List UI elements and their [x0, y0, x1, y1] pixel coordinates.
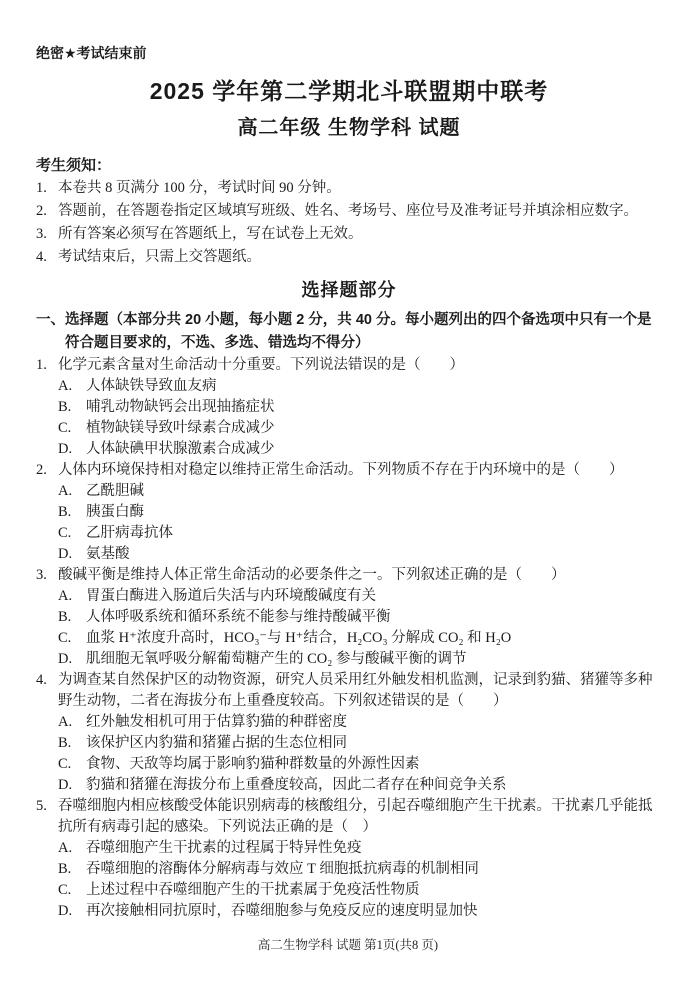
- option-label: B.: [58, 735, 72, 751]
- question-3: [36, 565, 662, 670]
- question-option-a: [58, 481, 662, 502]
- option-label: A.: [58, 840, 73, 856]
- option-label: B.: [58, 399, 72, 415]
- option-label: A.: [58, 714, 73, 730]
- option-text: 胰蛋白酶: [86, 504, 144, 520]
- option-label: C.: [58, 882, 72, 898]
- question-stem-text: 酸碱平衡是维持人体正常生命活动的必要条件之一。下列叙述正确的是（ ）: [58, 567, 566, 583]
- question-option-b: [58, 502, 662, 523]
- notice-item-text: 本卷共 8 页满分 100 分，考试时间 90 分钟。: [58, 180, 341, 196]
- question-stem: [36, 796, 662, 838]
- option-label: D.: [58, 651, 73, 667]
- classification-label: 绝密★考试结束前: [36, 45, 147, 61]
- question-option-b: [58, 733, 662, 754]
- notice-item-text: 考试结束后，只需上交答题纸。: [58, 249, 261, 265]
- question-stem-text: 人体内环境保持相对稳定以维持正常生命活动。下列物质不存在于内环境中的是（ ）: [58, 462, 624, 478]
- question-stem-text: 为调查某自然保护区的动物资源，研究人员采用红外触发相机监测，记录到豹猫、猪獾等多种野生动物，二者在海拔分布上重叠度较高。下列叙述错误的是（ ）: [58, 672, 653, 709]
- option-text: 上述过程中吞噬细胞产生的干扰素属于免疫活性物质: [86, 882, 420, 898]
- section-instructions: [36, 309, 662, 355]
- question-option-b: [58, 397, 662, 418]
- option-text: 血浆 H⁺浓度升高时，HCO₃⁻与 H⁺结合，H₂CO₃ 分解成 CO₂ 和 H₂O: [86, 630, 512, 646]
- question-option-c: [58, 880, 662, 901]
- option-label: C.: [58, 525, 72, 541]
- option-text: 哺乳动物缺钙会出现抽搐症状: [86, 399, 275, 415]
- question-option-c: [58, 523, 662, 544]
- question-option-d: [58, 775, 662, 796]
- option-text: 胃蛋白酶进入肠道后失活与内环境酸碱度有关: [86, 588, 376, 604]
- question-option-b: [58, 859, 662, 880]
- question-option-a: [58, 712, 662, 733]
- question-1: [36, 355, 662, 460]
- question-option-a: [58, 838, 662, 859]
- question-option-d: [58, 544, 662, 565]
- notice-item-number: 1.: [36, 180, 47, 196]
- option-text: 人体呼吸系统和循环系统不能参与维持酸碱平衡: [86, 609, 391, 625]
- notice-item-text: 所有答案必须写在答题纸上，写在试卷上无效。: [58, 226, 363, 242]
- question-number: 4.: [36, 672, 47, 688]
- question-stem: [36, 565, 662, 586]
- notice-item-number: 2.: [36, 203, 47, 219]
- question-option-d: [58, 439, 662, 460]
- option-text: 肌细胞无氧呼吸分解葡萄糖产生的 CO₂ 参与酸碱平衡的调节: [86, 651, 467, 667]
- page-footer: 高二生物学科 试题 第1页(共8 页): [257, 938, 439, 952]
- option-label: D.: [58, 903, 73, 919]
- notice-item: [36, 223, 662, 246]
- question-stem-text: 化学元素含量对生命活动十分重要。下列说法错误的是（ ）: [58, 357, 464, 373]
- notice-item-text: 答题前，在答题卷指定区域填写班级、姓名、考场号、座位号及准考证号并填涂相应数字。: [58, 203, 638, 219]
- notice-item-number: 3.: [36, 226, 47, 242]
- section-marker: 一、: [36, 312, 65, 328]
- option-text: 乙肝病毒抗体: [86, 525, 173, 541]
- notice-item: [36, 177, 662, 200]
- question-option-c: [58, 628, 662, 649]
- question-option-a: [58, 376, 662, 397]
- question-2: [36, 460, 662, 565]
- option-label: A.: [58, 483, 73, 499]
- question-stem-text: 吞噬细胞内相应核酸受体能识别病毒的核酸组分，引起吞噬细胞产生干扰素。干扰素几乎能抵抗所有病毒引起的感染。下列说法正确的是（ ）: [58, 798, 653, 835]
- question-number: 2.: [36, 462, 47, 478]
- option-text: 食物、天敌等均属于影响豹猫种群数量的外源性因素: [86, 756, 420, 772]
- option-text: 吞噬细胞的溶酶体分解病毒与效应 T 细胞抵抗病毒的机制相同: [86, 861, 479, 877]
- question-option-c: [58, 418, 662, 439]
- question-number: 1.: [36, 357, 47, 373]
- exam-subtitle: 高二年级 生物学科 试题: [237, 117, 461, 139]
- question-option-a: [58, 586, 662, 607]
- option-text: 豹猫和猪獾在海拔分布上重叠度较高，因此二者存在种间竞争关系: [86, 777, 507, 793]
- question-option-c: [58, 754, 662, 775]
- question-option-d: [58, 649, 662, 670]
- option-label: C.: [58, 630, 72, 646]
- option-label: A.: [58, 588, 73, 604]
- option-text: 氨基酸: [86, 546, 130, 562]
- option-text: 乙酰胆碱: [86, 483, 144, 499]
- question-option-d: [58, 901, 662, 922]
- option-text: 红外触发相机可用于估算豹猫的种群密度: [86, 714, 347, 730]
- question-5: [36, 796, 662, 922]
- question-number: 5.: [36, 798, 47, 814]
- option-label: A.: [58, 378, 73, 394]
- question-number: 3.: [36, 567, 47, 583]
- option-text: 再次接触相同抗原时，吞噬细胞参与免疫反应的速度明显加快: [86, 903, 478, 919]
- notice-item: [36, 200, 662, 223]
- option-label: C.: [58, 756, 72, 772]
- question-stem: [36, 355, 662, 376]
- option-label: B.: [58, 504, 72, 520]
- question-stem: [36, 670, 662, 712]
- option-text: 吞噬细胞产生干扰素的过程属于特异性免疫: [86, 840, 362, 856]
- option-label: B.: [58, 609, 72, 625]
- notice-heading: 考生须知：: [36, 157, 112, 174]
- exam-title: 2025 学年第二学期北斗联盟期中联考: [149, 78, 549, 104]
- part-title: 选择题部分: [301, 280, 397, 300]
- option-text: 人体缺碘甲状腺激素合成减少: [86, 441, 275, 457]
- notice-item: [36, 246, 662, 269]
- question-stem: [36, 460, 662, 481]
- notice-item-number: 4.: [36, 249, 47, 265]
- option-label: B.: [58, 861, 72, 877]
- option-label: C.: [58, 420, 72, 436]
- option-text: 植物缺镁导致叶绿素合成减少: [86, 420, 275, 436]
- section-instructions-text: 选择题（本部分共 20 小题，每小题 2 分，共 40 分。每小题列出的四个备选项中只有一个是符合题目要求的，不选、多选、错选均不得分）: [65, 312, 652, 351]
- question-option-b: [58, 607, 662, 628]
- option-text: 该保护区内豹猫和猪獾占据的生态位相同: [86, 735, 347, 751]
- option-label: D.: [58, 441, 73, 457]
- question-4: [36, 670, 662, 796]
- option-label: D.: [58, 777, 73, 793]
- option-text: 人体缺铁导致血友病: [86, 378, 217, 394]
- option-label: D.: [58, 546, 73, 562]
